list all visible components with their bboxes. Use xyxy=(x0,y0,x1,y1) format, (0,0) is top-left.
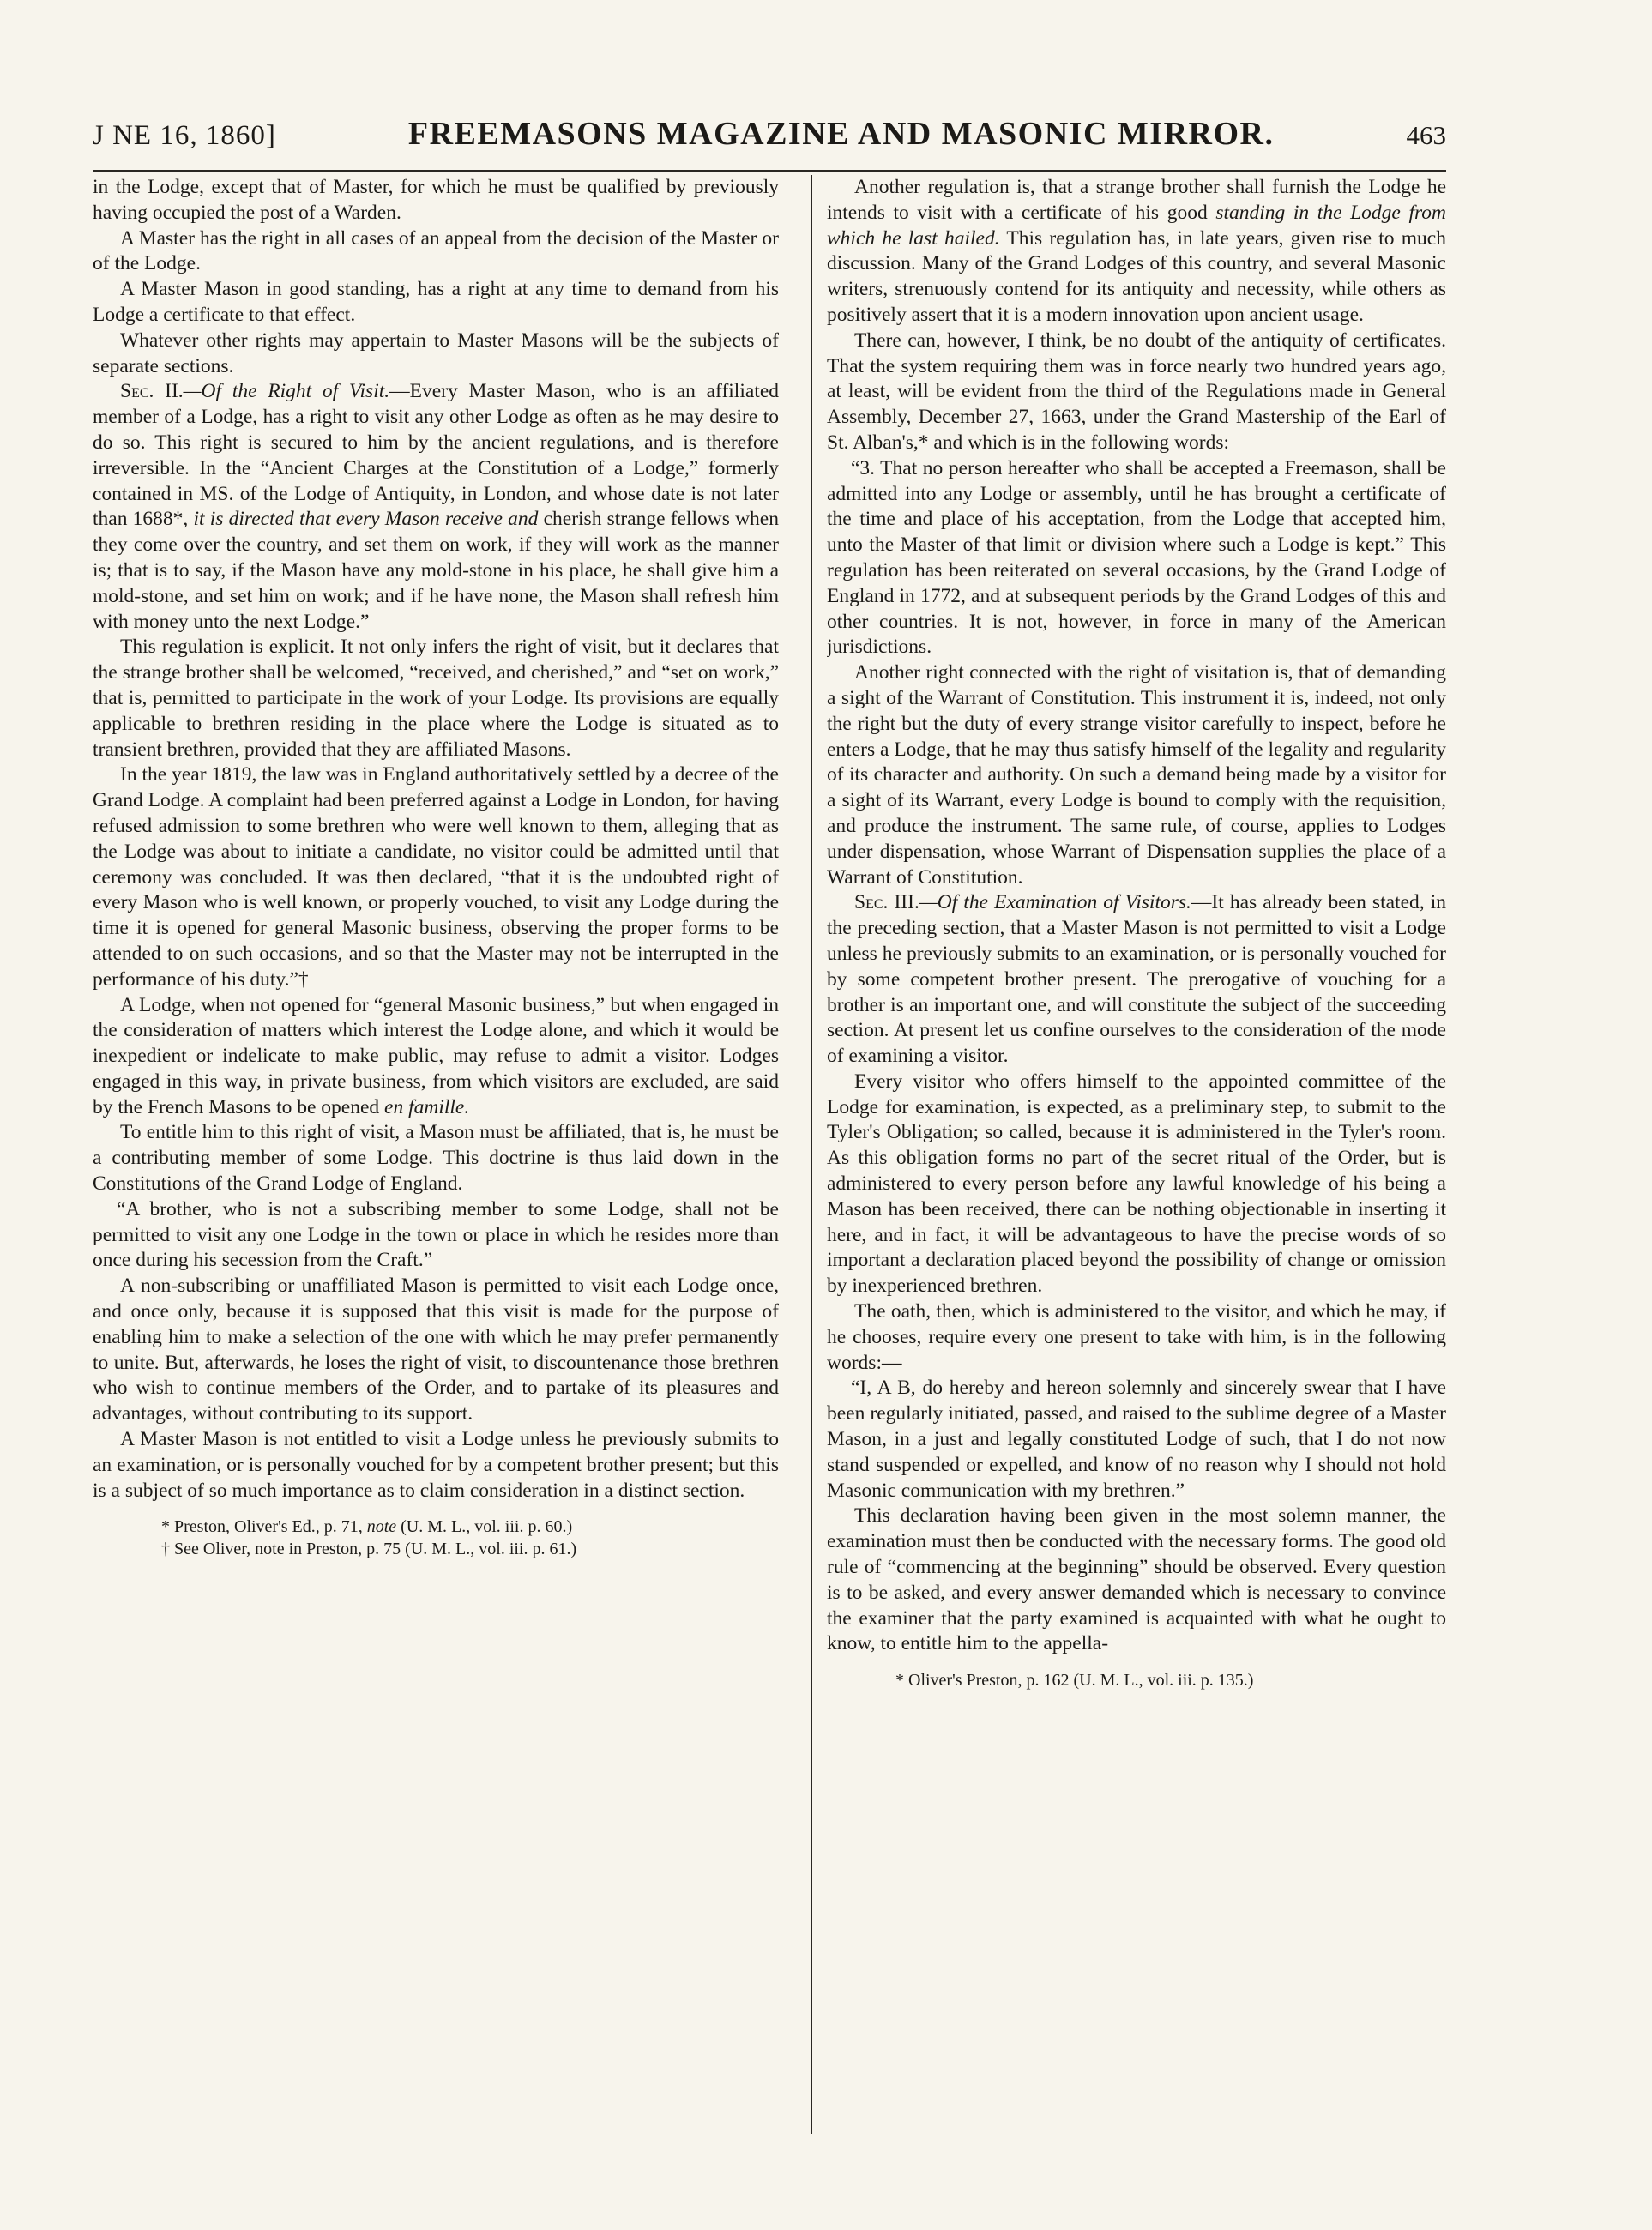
paragraph xyxy=(93,993,779,1121)
oath-quotation: “I, A B, do hereby and hereon solemnly and sincerely swear that I have been regularly initiated, passed, and raised to the sublime degree of a Master Mason, in a just and legally constituted Lodge of such, that I do not now stand suspended or expelled, and know of no reason why I should not hold Masonic communication with my brethren.” xyxy=(827,1377,1446,1502)
section-paragraph xyxy=(827,890,1446,1070)
paragraph: A Master Mason is not entitled to visit a Lodge unless he previously submits to an examination, or is personally vouched for by a competent brother present; but this is a subject of so much importance as to claim consideration in a distinct section. xyxy=(93,1428,779,1502)
right-column xyxy=(827,175,1446,2139)
footnote xyxy=(93,1516,779,1538)
text-run-italic: note xyxy=(366,1517,397,1537)
paragraph: This declaration having been given in the most solemn manner, the examination must then be conducted with the necessary forms. The good old rule of “commencing at the beginning” should be observed. Every question is to be asked, and every answer demanded which is necessary to convince the examiner that the party examined is acquainted with what he ought to know, to entitle him to the appella- xyxy=(827,1504,1446,1655)
paragraph: To entitle him to this right of visit, a Mason must be affiliated, that is, he must be a contributing member of some Lodge. This doctrine is thus laid down in the Constitutions of the Grand Lodge of England. xyxy=(93,1121,779,1196)
paragraph: Whatever other rights may appertain to Master Masons will be the subjects of separate sections. xyxy=(93,328,779,377)
section-heading: —Of the Right of Visit. xyxy=(183,380,390,403)
paragraph: In the year 1819, the law was in England authoritatively settled by a decree of the Grand Lodge. A complaint had been preferred against a Lodge in London, for having refused admission to some brethren who were well known to them, alleging that as the Lodge was about to initiate a candidate, no visitor could be admitted until that ceremony was concluded. It was then declared, “that it is the undoubted right of every Mason who is well known, or properly vouched, to visit any Lodge during the time it is opened for general Masonic business, observing the proper forms to be attended to on such occasions, and so that the Master may not be interrupted in the performance of his duty.”† xyxy=(93,763,779,991)
section-number: Sec. II. xyxy=(120,380,184,403)
section-heading: —Of the Examination of Visitors. xyxy=(919,891,1191,914)
paragraph: The oath, then, which is administered to the visitor, and which he may, if he chooses, require every one present to take with him, is in the following words:— xyxy=(827,1300,1446,1374)
quotation: “3. That no person hereafter who shall be accepted a Freemason, shall be admitted into any Lodge or assembly, until he has brought a certificate of the time and place of his acceptation, from the Lodge that accepted him, unto the Master of that limit or division where such a Lodge is kept.” This regulation has been reiterated on several occasions, by the Grand Lodge of England in 1772, and at subsequent periods by the Grand Lodges of this and other countries. It is not, however, in force in many of the American jurisdictions. xyxy=(827,456,1446,659)
quotation: “A brother, who is not a subscribing member to some Lodge, shall not be permitted to visit any one Lodge in the town or place in which he resides more than once during his secession from the Craft.” xyxy=(93,1197,779,1272)
paragraph: This regulation is explicit. It not only infers the right of visit, but it declares that the strange brother shall be welcomed, “received, and cherished,” and “set on work,” that is, permitted to participate in the work of your Lodge. Its provisions are equally applicable to brethren residing in the place where the Lodge is situated as to transient brethren, provided that they are affiliated Masons. xyxy=(93,636,779,761)
header-rule xyxy=(93,170,1446,172)
text-run: (U. M. L., vol. iii. p. 60.) xyxy=(396,1517,573,1537)
text-run: cherish strange fellows when they come over the country, and set them on work, if they will work as the manner is; that is to say, if the Mason have any mold-stone in his place, he shall give him a mold-stone, and set him on work; and if he have none, the Mason shall refresh him with money unto the next Lodge.” xyxy=(93,508,779,633)
paragraph: A non-subscribing or unaffiliated Mason is permitted to visit each Lodge once, and once only, because it is supposed that this visit is made for the purpose of enabling him to make a selection of the one with which he may prefer permanently to unite. But, afterwards, he loses the right of visit, to discountenance those brethren who wish to continue members of the Order, and to partake of its pleasures and advantages, without contributing to its support. xyxy=(93,1275,779,1425)
text-run: A Lodge, when not opened for “general Masonic business,” but when engaged in the consideration of matters which interest the Lodge alone, and which it would be inexpedient or indelicate to make public, may refuse to admit a visitor. Lodges engaged in this way, in private business, from which visitors are excluded, are said by the French Masons to be opened xyxy=(93,993,779,1118)
paragraph: A Master has the right in all cases of an appeal from the decision of the Master or of the Lodge. xyxy=(93,226,779,275)
issue-date: J NE 16, 1860] xyxy=(93,120,276,151)
text-run-italic: standing in the Lodge from which he last hailed. xyxy=(827,201,1446,250)
footnote: † See Oliver, note in Preston, p. 75 (U. M. L., vol. iii. p. 61.) xyxy=(161,1540,577,1559)
paragraph xyxy=(827,175,1446,328)
text-run: * Preston, Oliver's Ed., p. 71, xyxy=(161,1517,367,1537)
section-paragraph xyxy=(93,379,779,635)
text-run: —Every Master Mason, who is an affiliated member of a Lodge, has a right to visit any other Lodge as often as he may desire to do so. This right is secured to him by the ancient regulations, and is therefore irreversible. In the “Ancient Charges at the Constitution of a Lodge,” formerly contained in MS. of the Lodge of Antiquity, in London, and whose date is not later than 1688*, xyxy=(93,380,779,531)
text-run: —It has already been stated, in the preceding section, that a Master Mason is not permitted to visit a Lodge unless he previously submits to an examination, or is personally vouched for by some competent brother present. The prerogative of vouching for a brother is an important one, and will constitute the subject of the succeeding section. At present let us confine ourselves to the consideration of the mode of examining a visitor. xyxy=(827,891,1446,1068)
left-column xyxy=(93,175,779,2139)
paragraph: A Master Mason in good standing, has a right at any time to demand from his Lodge a certificate to that effect. xyxy=(93,278,779,326)
text-run: This regulation has, in late years, given rise to much discussion. Many of the Grand Lodges of this country, and several Masonic writers, strenuously contend for its antiquity and necessity, while others as positively assert that it is a modern innovation upon ancient usage. xyxy=(827,226,1446,326)
text-run: Another regulation is, that a strange brother shall furnish the Lodge he intends to visit with a certificate of his good xyxy=(827,176,1446,224)
text-run-italic: it is directed that every Mason receive and xyxy=(193,508,539,531)
section-number: Sec. III. xyxy=(854,891,919,914)
paragraph: Another right connected with the right of visitation is, that of demanding a sight of the Warrant of Constitution. This instrument it is, indeed, not only the right but the duty of every strange visitor carefully to inspect, before he enters a Lodge, that he may thus satisfy himself of the legality and regularity of its character and authority. On such a demand being made by a visitor for a sight of its Warrant, every Lodge is bound to comply with the requisition, and produce the instrument. The same rule, of course, applies to Lodges under dispensation, whose Warrant of Dispensation supplies the place of a Warrant of Constitution. xyxy=(827,661,1446,889)
publication-title: FREEMASONS MAGAZINE AND MASONIC MIRROR. xyxy=(407,116,1275,152)
paragraph: There can, however, I think, be no doubt of the antiquity of certificates. That the system requiring them was in force nearly two hundred years ago, at least, will be evident from the third of the Regulations made in General Assembly, December 27, 1663, under the Grand Mastership of the Earl of St. Alban's,* and which is in the following words: xyxy=(827,328,1446,454)
column-divider xyxy=(811,175,812,2134)
paragraph: Every visitor who offers himself to the appointed committee of the Lodge for examination, is expected, as a preliminary step, to submit to the Tyler's Obligation; so called, because it is administered in the Tyler's room. As this obligation forms no part of the secret ritual of the Order, but is administered to every person before any lawful knowledge of his being a Mason has been received, there can be nothing objectionable in inserting it here, and in fact, it will be advantageous to have the precise words of so important a declaration placed beyond the possibility of change or omission by inexperienced brethren. xyxy=(827,1070,1446,1298)
text-run-italic: en famille. xyxy=(384,1095,470,1118)
paragraph: in the Lodge, except that of Master, for which he must be qualified by previously having occupied the post of a Warden. xyxy=(93,176,779,224)
page-number: 463 xyxy=(1406,120,1446,150)
masthead xyxy=(93,115,1446,166)
footnote: * Oliver's Preston, p. 162 (U. M. L., vol. iii. p. 135.) xyxy=(895,1671,1254,1691)
